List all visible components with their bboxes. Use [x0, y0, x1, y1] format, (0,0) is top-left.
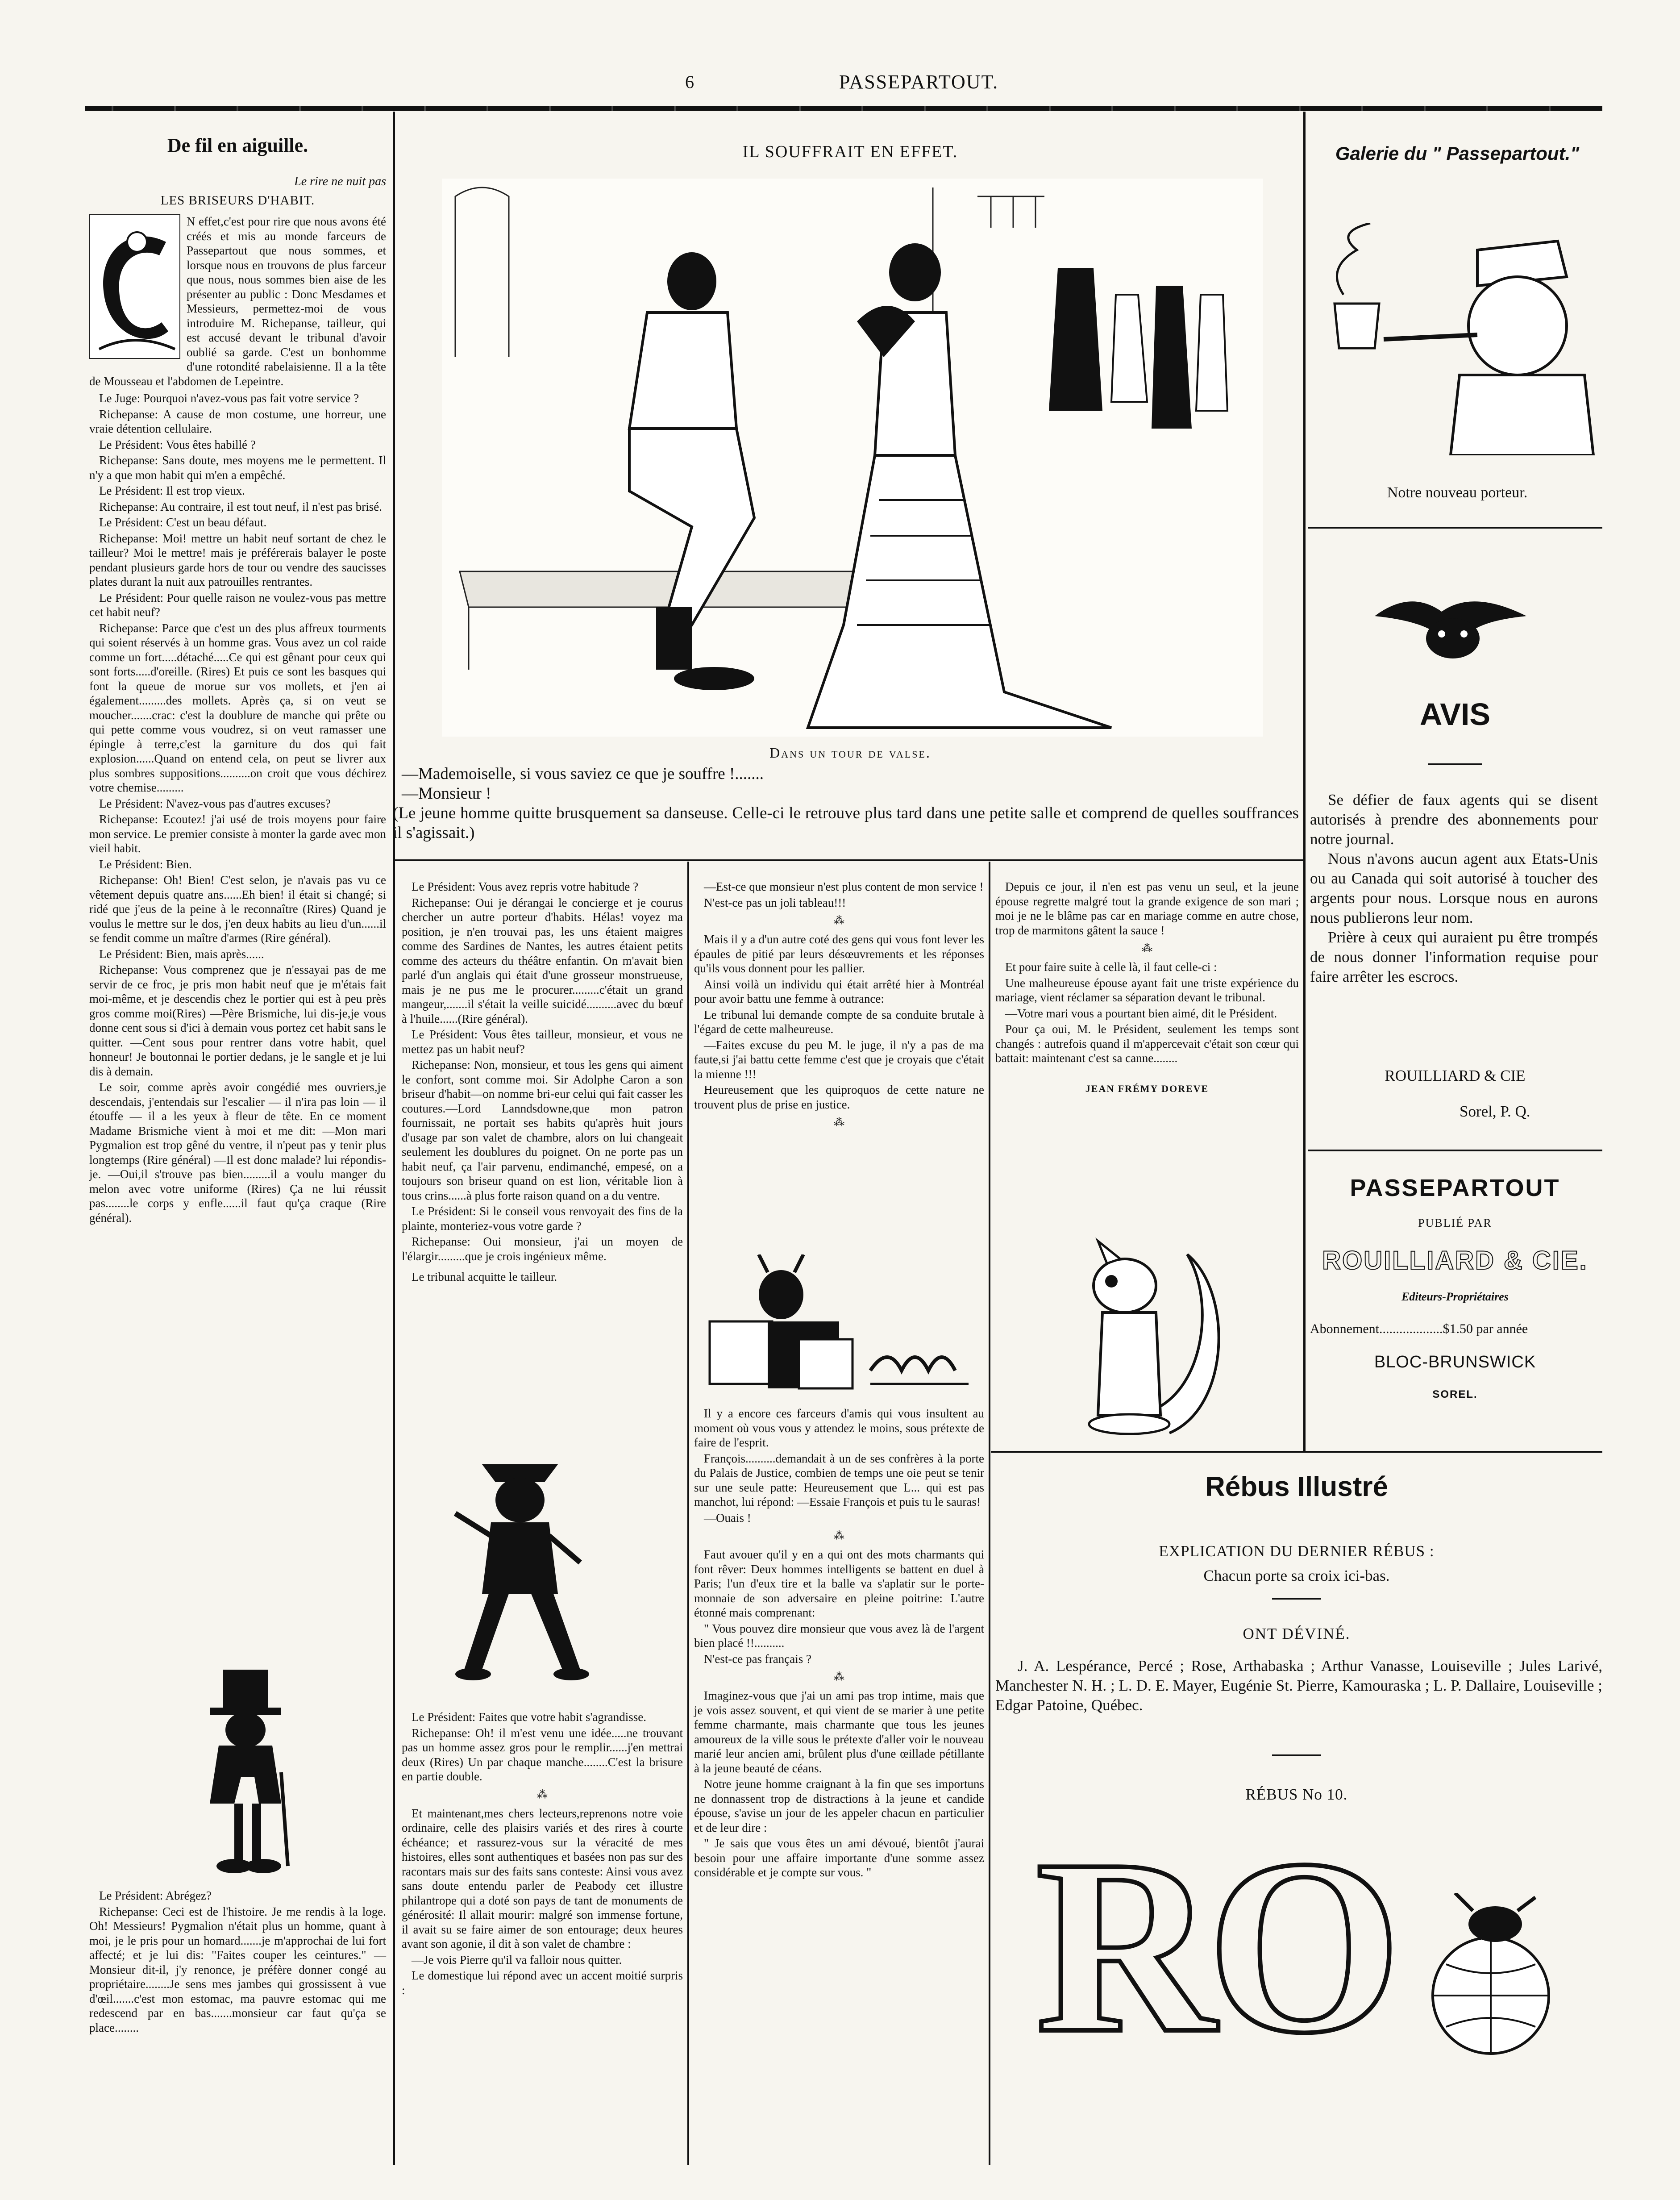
- section-separator: ⁂: [1142, 943, 1152, 954]
- paragraph: Nous n'avons aucun agent aux Etats-Unis ou au Canada qui soit autorisé à toucher des argents pour nous. Lorsque nous en aurons nous publierons leur nom.: [1310, 850, 1598, 926]
- porteur-illustration: [1317, 223, 1598, 455]
- squirrel-illustration: [1071, 1237, 1232, 1442]
- paragraph: Le Président: Bien.: [99, 857, 192, 871]
- rebus-puzzle: [1035, 1808, 1571, 2085]
- paragraph: —Est-ce que monsieur n'est plus content de mon service !: [704, 880, 984, 893]
- section-rule: [395, 859, 1303, 861]
- paragraph: Richepanse: Ecoutez! j'ai usé de trois moyens pour faire mon service. Le premier consiste à monter la garde avec mon vieil habit.: [89, 812, 386, 855]
- column-rule: [989, 862, 990, 2165]
- top-hat-man-icon: [192, 1670, 299, 1879]
- paragraph: —Je vois Pierre qu'il va falloir nous quitter.: [412, 1953, 622, 1967]
- rebus-letters: RO: [1035, 1808, 1393, 2085]
- divider: [1308, 1150, 1602, 1151]
- paragraph: Prière à ceux qui auraient pu être trompés de nous donner l'information requise pour faire arrêter les escrocs.: [1310, 929, 1598, 985]
- dropcap-ornament-icon: [90, 215, 179, 358]
- illustration-title: IL SOUFFRAIT EN EFFET.: [742, 142, 958, 161]
- avis-signature: ROUILLIARD & CIE: [1385, 1067, 1526, 1084]
- intro-text: N effet,c'est pour rire que nous avons été créés et mis au monde farceurs de Passepartout que nous sommes, et lorsque nous en trouvons de plus farceur que nous, nous sommes bien aise de les présenter au public : Donc Mesdames et Messieurs, permettez-moi de vous introduire M. Richepanse, tailleur, qui est accusé devant le tribunal d'avoir oublié sa garde. C'est un bonhomme d'une rotondité rabelaisienne. Il a la tête de Mousseau et l'abdomen de Lepeintre.: [89, 215, 386, 388]
- divider: [1428, 763, 1482, 765]
- article-intro: [89, 214, 386, 388]
- avis-location: Sorel, P. Q.: [1460, 1103, 1530, 1120]
- column-rule: [687, 862, 689, 2165]
- paragraph: Richepanse: Au contraire, il est tout neuf, il n'est pas brisé.: [99, 500, 382, 513]
- paragraph: Le Président: Abrégez?: [99, 1889, 212, 1902]
- paragraph: Faut avouer qu'il y en a qui ont des mots charmants qui font rêver: Deux hommes intelligents se battent en duel à Paris; l'un d'eux tire et la balle va s'aplatir sur le porte-monnaie de son adversaire en pleine poitrine: L'autre étonné mais comprenant:: [694, 1548, 984, 1619]
- section-separator: ⁂: [537, 1789, 548, 1801]
- bloc-brunswick: BLOC-BRUNSWICK: [1374, 1353, 1536, 1371]
- paragraph: Pour ça oui, M. le Président, seulement les temps sont changés : autrefois quand il m'appercevait c'était son cœur qui battait: maintenant c'est sa canne........: [995, 1022, 1299, 1065]
- divider: [1308, 527, 1602, 529]
- paragraph: Imaginez-vous que j'ai un ami pas trop intime, mais que je vois assez souvent, et qui vient de se marier à une petite femme charmante, mais charmante que tous les jeunes amoureux de la ville sous le prétexte d'aller voir le nouveau marié leur ancien ami, brûlent plus d'une œillade pétillante à la jeune beauté de céans.: [694, 1689, 984, 1775]
- porteur-caption: Notre nouveau porteur.: [1387, 484, 1528, 501]
- paragraph: Une malheureuse épouse ayant fait une triste expérience du mariage, vient réclamer sa séparation devant le tribunal.: [995, 976, 1299, 1004]
- goat-at-desk-icon: [701, 1254, 977, 1397]
- goat-writer-illustration: [701, 1254, 977, 1397]
- paragraph: Le Président: Vous avez repris votre habitude ?: [412, 880, 639, 893]
- dancers-scene-icon: [442, 179, 1263, 737]
- column-rule: [1303, 112, 1306, 1451]
- squirrel-icon: [1071, 1237, 1232, 1442]
- article-subtitle: LES BRISEURS D'HABIT.: [160, 193, 315, 208]
- dialogue-line: —Monsieur !: [402, 784, 491, 803]
- paragraph: Le Président: Il est trop vieux.: [99, 484, 245, 497]
- paragraph: —Ouais !: [704, 1511, 751, 1525]
- author-signature: JEAN FRÉMY DOREVE: [1085, 1083, 1209, 1094]
- paragraph: Et maintenant,mes chers lecteurs,reprenons notre voie ordinaire, celle des plaisirs variés et des rires à courte échéance; et rassurez-vous sur la véracité de mes histoires, elles sont authentiques et basées non pas sur des racontars mais sur des faits sans conteste: Ainsi vous avez sans doute entendu parler de Peabody cet illustre philantrope qui a doté son pays de tant de monuments de générosité: Il allait mourir: malgré son immense fortune, il avait su se faire aimer de son entourage; deux heures avant son agonie, il dit à son valet de chambre :: [402, 1806, 683, 1950]
- paragraph: Ainsi voilà un individu qui était arrêté hier à Montréal pour avoir battu une femme à outrance:: [694, 977, 984, 1005]
- paragraph: —Faites excuse du peu M. le juge, il n'y a pas de ma faute,si j'ai battu cette femme c'est que je croyais que c'était la mienne !!!: [694, 1038, 984, 1081]
- paragraph: Le Président: N'avez-vous pas d'autres excuses?: [99, 796, 331, 810]
- paragraph: " Je sais que vous êtes un ami dévoué, bientôt j'aurai besoin pour une affaire importante d'une somme assez considérable et je compte sur vous. ": [694, 1837, 984, 1879]
- section-separator: ⁂: [834, 1117, 844, 1129]
- epigraph: Le rire ne nuit pas: [294, 175, 386, 188]
- paragraph: Le Président: C'est un beau défaut.: [99, 516, 267, 529]
- paragraph: N'est-ce pas français ?: [704, 1652, 811, 1666]
- illustration-caption: Dans un tour de valse.: [769, 745, 931, 761]
- dialogue-line: —Mademoiselle, si vous saviez ce que je souffre !.......: [402, 765, 764, 783]
- paragraph: —Votre mari vous a pourtant bien aimé, dit le Président.: [1005, 1006, 1277, 1020]
- flying-dog-icon: [1375, 589, 1531, 661]
- page-number: 6: [685, 72, 694, 92]
- paragraph: Le Président: Faites que votre habit s'agrandisse.: [412, 1710, 646, 1724]
- section-separator: ⁂: [834, 915, 844, 927]
- paragraph: " Vous pouvez dire monsieur que vous avez là de l'argent bien placé !!..........: [694, 1621, 984, 1650]
- divider: [1272, 1598, 1321, 1600]
- paragraph: Le Président: Vous êtes habillé ?: [99, 438, 256, 451]
- column-1-bottom: [89, 1888, 386, 2036]
- silhouette-illustration: [192, 1670, 299, 1879]
- newsboy-with-cigar-icon: [1317, 223, 1598, 455]
- rebus-title: Rébus Illustré: [1205, 1471, 1388, 1502]
- paragraph: Notre jeune homme craignant à la fin que ses importuns ne donnassent trop de distractions à la jeune et candide épouse, s'avise un jour de les appeler chacun en particulier et de leur dire :: [694, 1777, 984, 1834]
- paragraph: Richepanse: Vous comprenez que je n'essayai pas de me servir de ce froc, je pris mon habit neuf que je m'étais fait moi-même, et je descendis chez le portier qui est à peu près gros comme moi(Rires) —Père Brismiche, lui dis-je,je vous donne cent sous si d'ici à demain vous portez cet habit sans le quitter. —Cent sous pour rentrer dans votre habit, quel honneur! Je boutonnai le portier dedans, je le sangle et je lui dis à demain.: [89, 963, 386, 1078]
- section-rule: [991, 1451, 1602, 1453]
- paragraph: Le Président: Pour quelle raison ne voulez-vous pas mettre cet habit neuf?: [89, 591, 386, 619]
- divider: [1272, 1754, 1321, 1756]
- column-2-mid: [402, 1710, 683, 1999]
- paragraph: Mais il y a d'un autre coté des gens qui vous font lever les épaules de pitié par leurs désœuvrements et les réponses qu'ils vous donnent pour les pallier.: [694, 933, 984, 975]
- paragraph: Le Président: Bien, mais après......: [99, 947, 264, 961]
- paragraph: Richepanse: Oui monsieur, j'ai un moyen de l'élargir.........que je crois ingénieux même.: [402, 1235, 683, 1263]
- verdict: Le tribunal acquitte le tailleur.: [412, 1270, 557, 1283]
- ont-devine: ONT DÉVINÉ.: [1243, 1625, 1351, 1642]
- abonnement: Abonnement...................$1.50 par année: [1310, 1321, 1528, 1336]
- column-4: [995, 879, 1299, 1096]
- waltz-illustration: [442, 179, 1263, 737]
- paragraph: Richepanse: Oui je dérangai le concierge et je courus chercher un autre porteur d'habits. Hélas! voyez ma position, je n'en trouvai pas, les uns étaient maigres comme des Sardines de Nantes, les autres étaient petits comme des acteurs du théâtre enfantin. On m'avait bien parlé d'un anglais qui était d'une grosseur monstrueuse, mais je ne pus me le procurer.........c'était un grand mangeur,.......il s'était la veille suicidé..........avec du bœuf à l'huile......(Rire général).: [402, 896, 683, 1025]
- paragraph: Et pour faire suite à celle là, il faut celle-ci :: [1005, 960, 1217, 974]
- paragraph: François..........demandait à un de ses confrères à la porte du Palais de Justice, combien de temps une oie peut se tenir sur une seule patte: Heureusement que L... qui est pas manchot, lui répond: —Essaie François et puis tu le sauras!: [694, 1451, 984, 1508]
- company-name: ROUILLIARD & CIE.: [1322, 1246, 1588, 1275]
- paragraph: Richepanse: Ceci est de l'histoire. Je me rendis à la loge. Oh! Messieurs! Pygmalion n'était plus un homme, quant à moi, je le pris pour un homard.......je m'approchai de lui fort affecté; et je lui dis: "Faites couper les ceintures." —Monsieur dit-il, j'y renonce, je préfère donner congé au propriétaire........Je sens mes jambes qui grossissent à vue d'œil.......c'est mon estomac, ma pauvre estomac qui me redescend par en bas.......monsieur car faut qu'ça se place........: [89, 1904, 386, 2034]
- paragraph: Le tribunal lui demande compte de sa conduite brutale à l'égard de cette malheureuse.: [694, 1008, 984, 1036]
- paragraph: Le soir, comme après avoir congédié mes ouvriers,je descendais, j'entendais sur l'escalier — il n'ira pas loin — il étouffe — il a les yeux à fleur de tête. En ce moment Madame Brismiche vient à moi et me dit: —Mon mari Pygmalion est trop gêné du ventre, il n'peut pas y tenir plus longtemps (Rire général) —Il est donc malade? lui répondis-je. —Oui,il s'trouve pas bien.........il a voulu manger du melon avec votre uniforme (Rires) Ça ne lui réussit pas........le corps y enfle......il faut qu'ça craque (Rire général).: [89, 1080, 386, 1225]
- dog-illustration: [1375, 589, 1531, 661]
- paragraph: Richepanse: Sans doute, mes moyens me le permettent. Il n'y a que mon habit qui m'en a empêché.: [89, 454, 386, 482]
- dropcap-illustration: [89, 214, 180, 359]
- section-separator: ⁂: [834, 1530, 844, 1542]
- header-rule: [85, 106, 1602, 111]
- paragraph: Depuis ce jour, il n'en est pas venu un seul, et la jeune épouse regrette malgré tout la grande exigence de son mari ; moi je ne le blâme pas car en mariage comme en autre chose, trop de marmitons gâtent la sauce !: [995, 880, 1299, 937]
- paragraph: Il y a encore ces farceurs d'amis qui vous insultent au moment où vous vous y attendez le moins, sous prétexte de faire de l'esprit.: [694, 1407, 984, 1449]
- paragraph: Se défier de faux agents qui se disent autorisés à prendre des abonnements pour notre journal.: [1310, 791, 1598, 848]
- passepartout-title: PASSEPARTOUT: [1350, 1175, 1560, 1201]
- paragraph: Le Juge: Pourquoi n'avez-vous pas fait votre service ?: [99, 392, 359, 405]
- illustration-explanation: (Le jeune homme quitte brusquement sa danseuse. Celle-ci le retrouve plus tard dans une petite salle et comprend de quelles souffrances il s'agissait.): [393, 804, 1299, 842]
- paragraph: Heureusement que les quiproquos de cette nature ne trouvent plus de prise en justice.: [694, 1083, 984, 1111]
- paragraph: Richepanse: Non, monsieur, et tous les gens qui aiment le confort, sont comme moi. Sir Adolphe Caron a son briseur d'habit—on nomme bri-eur celui qui fait casser les coutures.—Lord Lanndsdowne,que mon patron fournissait, ne portait ses habits qu'après huit jours d'usage par son valet de chambre, alors on lui changeait seulement les doublures du poignet. On ne porte pas un habit neuf, ça l'air parvenu, endimanché, empesé, on a toujours son briseur quand on est lion, véritable lion à tous crins......à plus forte raison quand on a du ventre.: [402, 1058, 683, 1202]
- column-3-bottom: [694, 1406, 984, 1881]
- rebus-winners: J. A. Lespérance, Percé ; Rose, Arthabaska ; Arthur Vanasse, Louiseville ; Jules Larivé, Manchester N. H. ; L. D. E. Mayer, Eugénie St. Pierre, Kamouraska ; L. P. Dallaire, Louiseville ; Edgar Patoine, Québec.: [995, 1657, 1602, 1714]
- column-2: [402, 879, 683, 1286]
- paragraph: Richepanse: Oh! Bien! C'est selon, je n'avais pas vu ce vêtement depuis quatre ans......Eh bien! il était si changé; si ridé que j'eus de la peine à le reconnaître (Rires) Quand je voulus le mettre sur le dos, j'en deux habits au lieu d'un......il se fendit comme un maître d'armes (Rire général).: [89, 873, 386, 945]
- article-title: De fil en aiguille.: [167, 134, 308, 156]
- dancing-figure-illustration: [446, 1446, 594, 1696]
- masthead-title: PASSEPARTOUT.: [839, 71, 999, 93]
- galerie-title: Galerie du " Passepartout.": [1335, 143, 1580, 164]
- rebus-answer: Chacun porte sa croix ici-bas.: [1203, 1567, 1390, 1584]
- column-rule: [393, 112, 395, 2165]
- dialogue: [89, 391, 386, 1225]
- dancing-man-icon: [446, 1446, 594, 1696]
- publie-par: PUBLIÉ PAR: [1418, 1217, 1492, 1229]
- avis-text: [1310, 790, 1598, 987]
- paragraph: Richepanse: Oh! il m'est venu une idée.....ne trouvant pas un homme assez gros pour le remplir......j'en mettrai deux (Rires) Un par chaque manche........C'est la brisure en partie double.: [402, 1726, 683, 1783]
- paragraph: Le Président: Vous êtes tailleur, monsieur, et vous ne mettez pas un habit neuf?: [402, 1028, 683, 1056]
- paragraph: Richepanse: Moi! mettre un habit neuf sortant de chez le tailleur? Moi le mettre! mais je préférerais balayer le poste pendant plusieurs garde hors de tour ou vendre des saucisses plates durant la nuit aux patrouilles rentrantes.: [89, 531, 386, 588]
- paragraph: Richepanse: Parce que c'est un des plus affreux tourments qui soient réservés à un homme gras. Vous avez un col raide comme un fort.....détaché.....Ce qui est gênant pour ceux qui sont forts.....d'oreille. (Rires) Et puis ce sont les basques qui font la queue de morue sur vos mollets, et j'en ai également.........des mollets. Après ça, si on veut se moucher.......crac: c'est la doublure de manche qui prête ou qui pette comme vous voudrez, si on veut ramasser une épingle à terre,c'est la garniture du dos qui fait explosion......Quand on entend cela, on peut se livrer aux plus sombres suppositions..........on croit que vous déchirez votre chemise.........: [89, 621, 386, 794]
- sorel: SOREL.: [1432, 1388, 1478, 1400]
- globe-with-figure-icon: [1419, 1893, 1562, 2062]
- rebus-number: RÉBUS No 10.: [1245, 1786, 1348, 1803]
- section-separator: ⁂: [834, 1671, 844, 1683]
- editeurs: Editeurs-Propriétaires: [1401, 1290, 1509, 1303]
- rebus-explication: EXPLICATION DU DERNIER RÉBUS :: [1159, 1542, 1435, 1560]
- paragraph: Le domestique lui répond avec un accent moitié surpris :: [402, 1969, 683, 1997]
- paragraph: Le Président: Si le conseil vous renvoyait des fins de la plainte, monteriez-vous votre garde ?: [402, 1204, 683, 1233]
- column-3: [694, 879, 984, 1134]
- column-1: [89, 134, 386, 1226]
- paragraph: Richepanse: A cause de mon costume, une horreur, une vraie détention cellulaire.: [89, 407, 386, 435]
- avis-title: AVIS: [1419, 697, 1491, 732]
- paragraph: N'est-ce pas un joli tableau!!!: [704, 896, 846, 909]
